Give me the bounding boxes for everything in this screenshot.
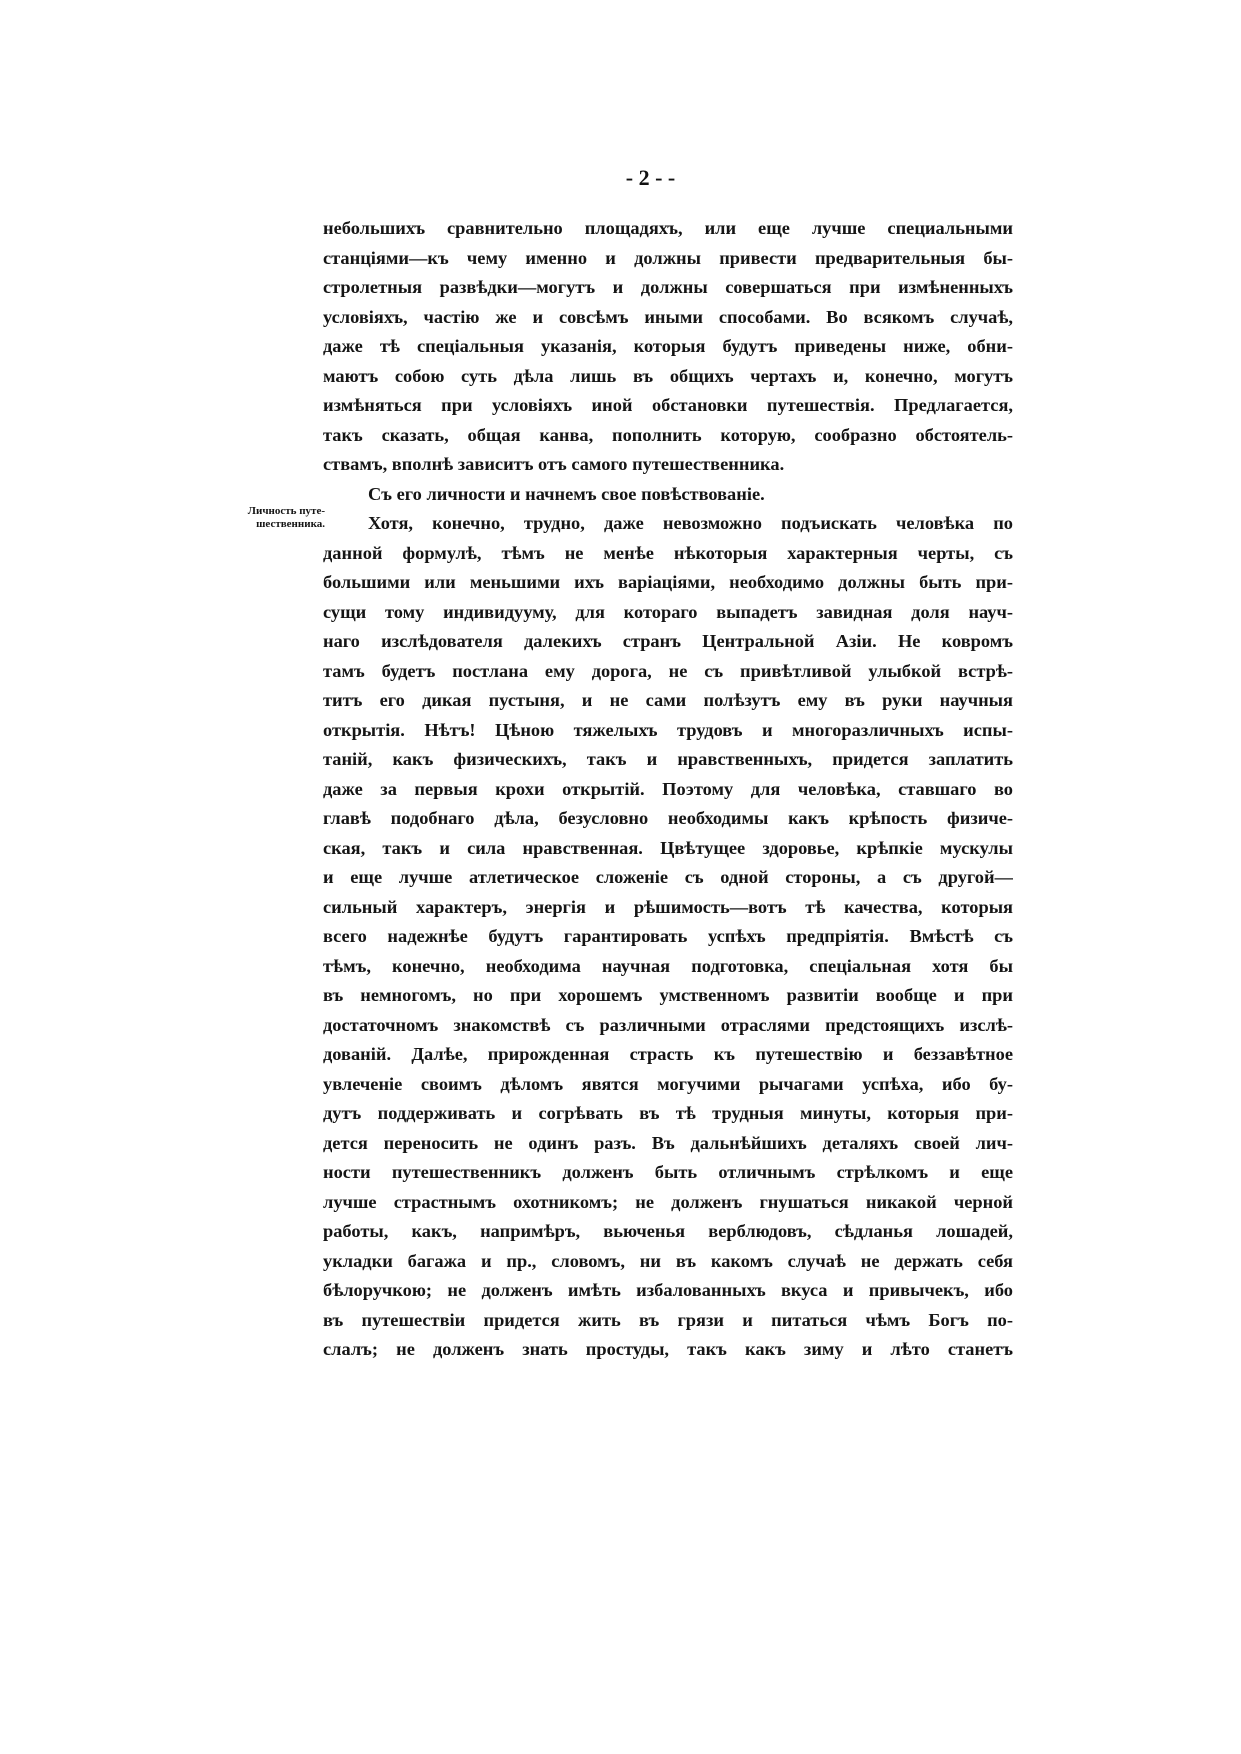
- text-line: дутъ поддерживать и согрѣвать въ тѣ трудныя минуты, которыя при-: [323, 1103, 1013, 1123]
- text-line: маютъ собою суть дѣла лишь въ общихъ чертахъ и, конечно, могутъ: [323, 365, 1013, 386]
- text-line: условіяхъ, частію же и совсѣмъ иными способами. Во всякомъ случаѣ,: [323, 306, 1013, 327]
- text-line: даже за первыя крохи открытій. Поэтому для человѣка, ставшаго во: [323, 778, 1013, 799]
- text-line: Хотя, конечно, трудно, даже невозможно подъискать человѣка по: [368, 513, 1013, 533]
- text-line: въ немногомъ, но при хорошемъ умственномъ развитіи вообще и при: [323, 985, 1013, 1005]
- text-line: главѣ подобнаго дѣла, безусловно необходимы какъ крѣпость физиче-: [323, 808, 1013, 828]
- body-text: [323, 214, 1013, 1365]
- text-line: слалъ; не долженъ знать простуды, такъ какъ зиму и лѣто станетъ: [323, 1339, 1013, 1359]
- margin-note-line: шественника.: [256, 518, 325, 530]
- text-line: открытія. Нѣтъ! Цѣною тяжелыхъ трудовъ и многоразличныхъ испы-: [323, 719, 1013, 740]
- text-line: небольшихъ сравнительно площадяхъ, или еще лучше специальными: [323, 218, 1013, 238]
- text-line: бѣлоручкою; не долженъ имѣть избалованныхъ вкуса и привычекъ, ибо: [323, 1280, 1013, 1300]
- text-line: дованій. Далѣе, прирожденная страсть къ путешествію и беззавѣтное: [323, 1044, 1013, 1064]
- text-line: сильный характеръ, энергія и рѣшимость—вотъ тѣ качества, которыя: [323, 896, 1013, 917]
- text-line: ствамъ, вполнѣ зависитъ отъ самого путешественника.: [323, 454, 785, 474]
- text-line: данной формулѣ, тѣмъ не менѣе нѣкоторыя характерныя черты, съ: [323, 542, 1013, 563]
- margin-note-line: Личность путе-: [247, 505, 325, 517]
- text-line: и еще лучше атлетическое сложеніе съ одной стороны, а съ другой—: [323, 867, 1013, 887]
- text-line: работы, какъ, напримѣръ, вьюченья верблюдовъ, сѣдланья лошадей,: [323, 1221, 1013, 1241]
- text-line: всего надежнѣе будутъ гарантировать успѣхъ предпріятія. Вмѣстѣ съ: [323, 926, 1013, 946]
- text-line: измѣняться при условіяхъ иной обстановки путешествія. Предлагается,: [323, 395, 1013, 415]
- text-line: таній, какъ физическихъ, такъ и нравственныхъ, придется заплатить: [323, 749, 1013, 769]
- text-line: ности путешественникъ долженъ быть отличнымъ стрѣлкомъ и еще: [323, 1162, 1013, 1182]
- text-line: достаточномъ знакомствѣ съ различными отраслями предстоящихъ изслѣ-: [323, 1014, 1013, 1035]
- text-line: титъ его дикая пустыня, и не сами полѣзутъ ему въ руки научныя: [323, 690, 1013, 710]
- text-line: такъ сказать, общая канва, пополнить которую, сообразно обстоятель-: [323, 424, 1013, 445]
- margin-note: [205, 505, 325, 531]
- text-line: большими или меньшими ихъ варіаціями, необходимо должны быть при-: [323, 572, 1013, 592]
- text-line: укладки багажа и пр., словомъ, ни въ какомъ случаѣ не держать себя: [323, 1250, 1013, 1271]
- text-line: въ путешествіи придется жить въ грязи и питаться чѣмъ Богъ по-: [323, 1309, 1013, 1330]
- text-line: ская, такъ и сила нравственная. Цвѣтущее здоровье, крѣпкіе мускулы: [323, 837, 1013, 858]
- text-line: сущи тому индивидууму, для котораго выпадетъ завидная доля науч-: [323, 601, 1013, 622]
- text-line: тамъ будетъ постлана ему дорога, не съ привѣтливой улыбкой встрѣ-: [323, 660, 1013, 681]
- text-line: лучше страстнымъ охотникомъ; не долженъ гнушаться никакой черной: [323, 1191, 1013, 1212]
- text-line: увлеченіе своимъ дѣломъ явятся могучими рычагами успѣха, ибо бу-: [323, 1073, 1013, 1094]
- text-line: дется переносить не одинъ разъ. Въ дальнѣйшихъ деталяхъ своей лич-: [323, 1132, 1013, 1153]
- text-line: тѣмъ, конечно, необходима научная подготовка, спеціальная хотя бы: [323, 955, 1013, 976]
- page-number: - 2 - -: [625, 165, 676, 190]
- text-line: Съ его личности и начнемъ свое повѣствованіе.: [368, 483, 765, 504]
- text-line: наго изслѣдователя далекихъ странъ Центральной Азіи. Не ковромъ: [323, 631, 1013, 651]
- text-line: станціями—къ чему именно и должны привести предварительныя бы-: [323, 247, 1013, 268]
- text-line: стролетныя развѣдки—могутъ и должны совершаться при измѣненныхъ: [323, 277, 1013, 297]
- text-line: даже тѣ спеціальныя указанія, которыя будутъ приведены ниже, обни-: [323, 336, 1013, 356]
